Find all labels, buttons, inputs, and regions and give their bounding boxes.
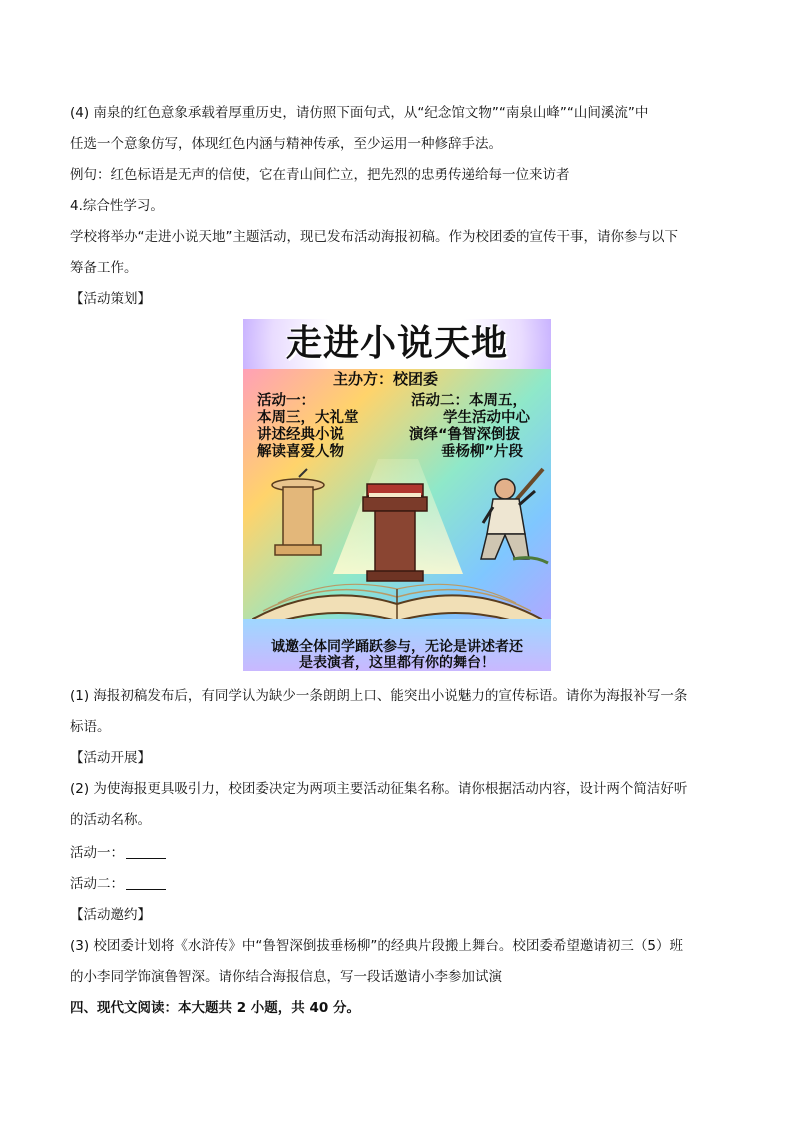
lectern-icon: [272, 469, 324, 555]
invite-heading: 【活动邀约】: [70, 907, 151, 923]
poster-activity2-line2: 学生活动中心: [443, 410, 530, 426]
poster-title: 走进小说天地: [285, 323, 508, 364]
activity1-blank[interactable]: [126, 845, 166, 859]
poster-activity1-line4: 解读喜爱人物: [257, 444, 344, 460]
poster-activity1-line2: 本周三，大礼堂: [257, 410, 359, 426]
sub2-line-1: (2) 为使海报更具吸引力，校团委决定为两项主要活动征集名称。请你根据活动内容，设计两个简洁好听: [70, 781, 688, 797]
sub2-line-2: 的活动名称。: [70, 812, 151, 828]
sub1-line-2: 标语。: [70, 719, 111, 735]
activity1-answer-line: [70, 844, 166, 862]
example-sentence: 例句：红色标语是无声的信使，它在青山间伫立，把先烈的忠勇传递给每一位来访者: [70, 167, 570, 183]
intro-line-2: 筹备工作。: [70, 260, 138, 276]
activity2-answer-line: [70, 875, 166, 893]
q4-line-2: 任选一个意象仿写，体现红色内涵与精神传承，至少运用一种修辞手法。: [70, 136, 502, 152]
activity1-label: 活动一：: [70, 845, 124, 861]
poster-activity2-line4: 垂杨柳”片段: [441, 444, 524, 460]
poster-organizer: 主办方：校团委: [333, 370, 439, 388]
sub1-line-1: (1) 海报初稿发布后，有同学认为缺少一条朗朗上口、能突出小说魅力的宣传标语。请你为海报补写一条: [70, 688, 688, 704]
activity2-blank[interactable]: [126, 876, 166, 890]
activity2-label: 活动二：: [70, 876, 124, 892]
intro-line-1: 学校将举办“走进小说天地”主题活动，现已发布活动海报初稿。作为校团委的宣传干事，请你参与以下: [70, 229, 678, 245]
activity-poster: [243, 319, 551, 671]
plan-heading: 【活动策划】: [70, 291, 151, 307]
sub3-line-2: 的小李同学饰演鲁智深。请你结合海报信息，写一段话邀请小李参加试演: [70, 969, 502, 985]
poster-footer-line2: 是表演者，这里都有你的舞台！: [299, 655, 495, 671]
section-4-title: 4.综合性学习。: [70, 198, 164, 214]
poster-activity2-line1: 活动二：本周五，: [411, 393, 527, 409]
poster-activity1-line3: 讲述经典小说: [257, 427, 344, 443]
q4-line-1: (4) 南泉的红色意象承载着厚重历史，请仿照下面句式，从“纪念馆文物”“南泉山峰”“山间溪流”中: [70, 105, 649, 121]
develop-heading: 【活动开展】: [70, 750, 151, 766]
poster-footer-line1: 诚邀全体同学踊跃参与，无论是讲述者还: [271, 639, 523, 655]
sub3-line-1: (3) 校团委计划将《水浒传》中“鲁智深倒拔垂杨柳”的经典片段搬上舞台。校团委希望邀请初三（5）班: [70, 938, 683, 954]
lu-zhishen-figure: [481, 469, 548, 563]
poster-activity2-line3: 演绎“鲁智深倒拔: [409, 427, 521, 443]
poster-activity1-line1: 活动一：: [257, 393, 315, 409]
section-modern-reading: 四、现代文阅读：本大题共 2 小题，共 40 分。: [70, 1000, 360, 1016]
